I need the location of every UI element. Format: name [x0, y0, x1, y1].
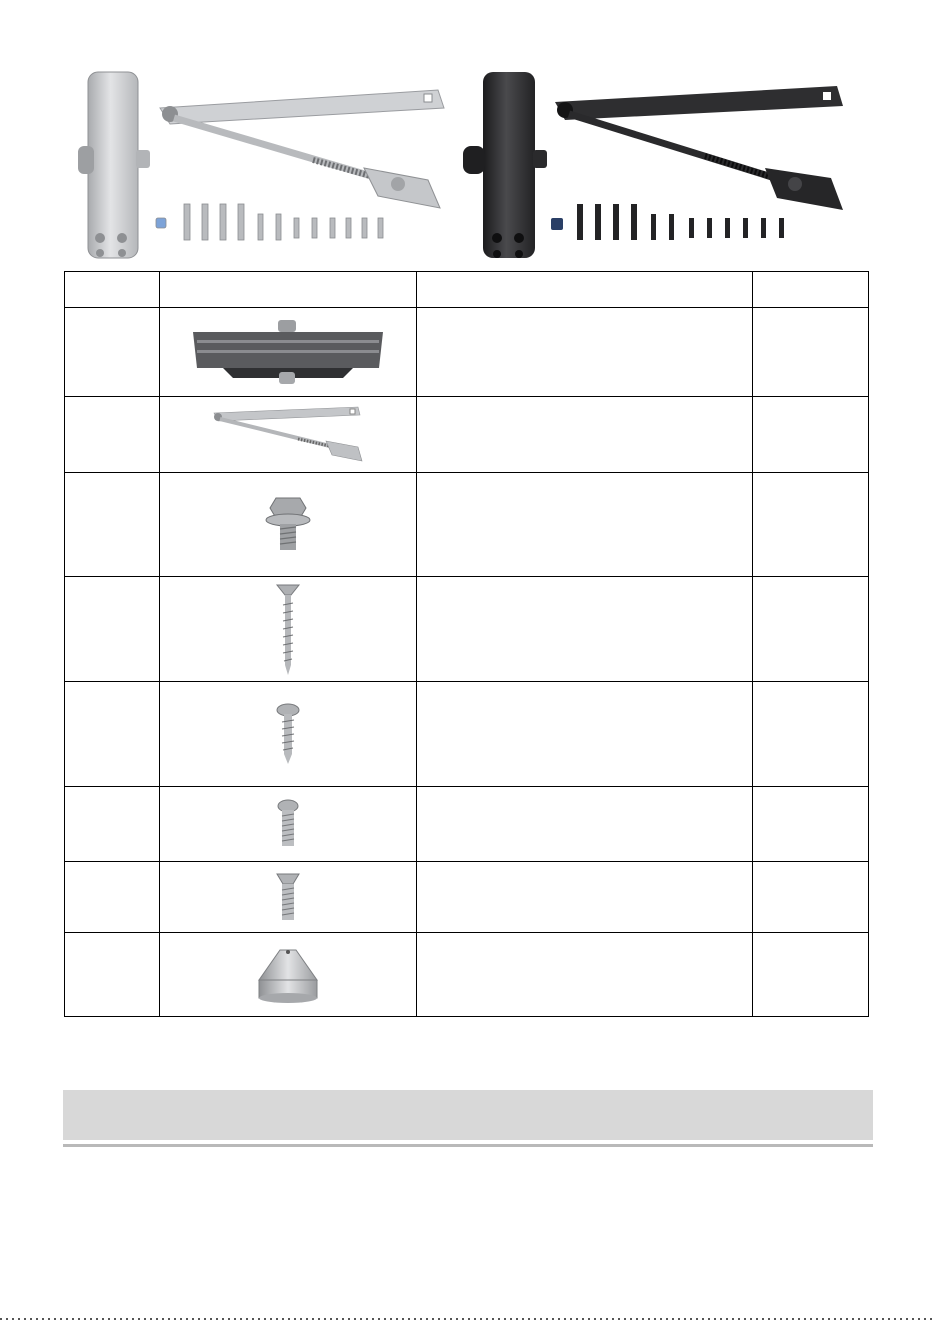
part-number	[65, 473, 160, 577]
header-description	[417, 272, 752, 308]
arm-assembly-image	[160, 397, 417, 473]
part-quantity	[752, 787, 868, 862]
table-header-row	[65, 272, 869, 308]
short-wood-screw-image	[160, 682, 417, 787]
table-row	[65, 682, 869, 787]
part-quantity	[752, 473, 868, 577]
part-quantity	[752, 862, 868, 933]
door-closer-black-kit-image	[455, 68, 850, 268]
part-number	[65, 308, 160, 397]
part-number	[65, 577, 160, 682]
table-row	[65, 397, 869, 473]
part-description	[417, 787, 752, 862]
valve-cap-image	[160, 933, 417, 1017]
part-description	[417, 933, 752, 1017]
table-row	[65, 933, 869, 1017]
part-description	[417, 682, 752, 787]
part-quantity	[752, 577, 868, 682]
part-description	[417, 862, 752, 933]
header-no	[65, 272, 160, 308]
door-closer-silver-kit-image	[78, 68, 448, 268]
flange-bolt-image	[160, 473, 417, 577]
closer-body-image	[160, 308, 417, 397]
table-row	[65, 308, 869, 397]
table-row	[65, 577, 869, 682]
part-number	[65, 397, 160, 473]
part-quantity	[752, 682, 868, 787]
long-wood-screw-image	[160, 577, 417, 682]
parts-list-table	[64, 271, 869, 1017]
machine-screw-countersunk-image	[160, 862, 417, 933]
part-description	[417, 473, 752, 577]
part-quantity	[752, 933, 868, 1017]
part-description	[417, 397, 752, 473]
header-image	[160, 272, 417, 308]
header-qty	[752, 272, 868, 308]
part-number	[65, 682, 160, 787]
table-row	[65, 473, 869, 577]
machine-screw-pan-image	[160, 787, 417, 862]
section-heading-bar	[63, 1090, 873, 1140]
table-row	[65, 787, 869, 862]
part-quantity	[752, 308, 868, 397]
table-row	[65, 862, 869, 933]
part-number	[65, 933, 160, 1017]
part-quantity	[752, 397, 868, 473]
part-description	[417, 308, 752, 397]
part-number	[65, 787, 160, 862]
part-number	[65, 862, 160, 933]
section-divider	[63, 1144, 873, 1147]
page-edge-divider	[0, 1318, 933, 1320]
part-description	[417, 577, 752, 682]
